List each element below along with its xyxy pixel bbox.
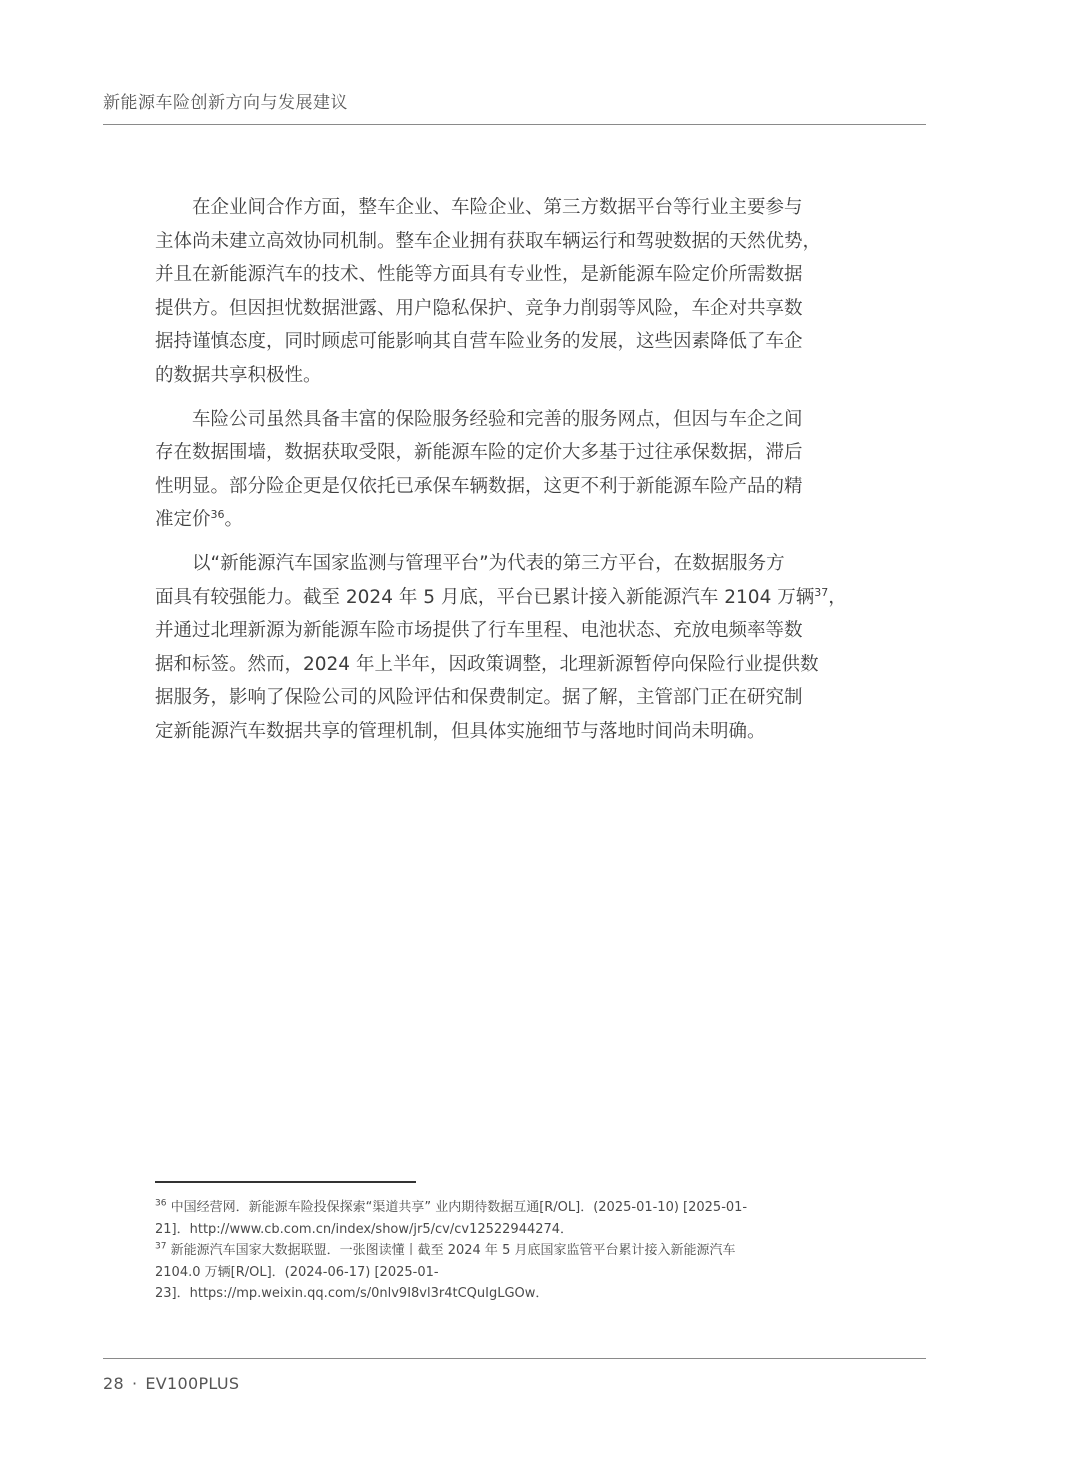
paragraph-text: ， — [828, 586, 847, 608]
footnote-text: 中国经营网．新能源车险投保探索“渠道共享” 业内期待数据互通[R/OL]．(2025-01-10) [2025-01- — [166, 1200, 748, 1215]
footnote-ref-37[interactable]: 37 — [814, 585, 829, 599]
footnote-link[interactable]: 21]．http://www.cb.com.cn/index/show/jr5/cv/cv12522944274． — [155, 1221, 574, 1237]
paragraph-1 — [155, 191, 827, 393]
paragraph-line: 车险公司虽然具备丰富的保险服务经验和完善的服务网点，但因与车企之间 — [192, 408, 803, 430]
footnote-divider — [155, 1181, 416, 1183]
paragraph-line: 定新能源汽车数据共享的管理机制，但具体实施细节与落地时间尚未明确。 — [155, 720, 766, 742]
paragraph-text: 面具有较强能力。截至 2024 年 5 月底，平台已累计接入新能源汽车 2104 万辆 — [155, 586, 815, 608]
footnote-text: 新能源汽车国家大数据联盟．一张图读懂丨截至 2024 年 5 月底国家监管平台累计接入新能源汽车 — [166, 1243, 736, 1258]
footnote-37 — [155, 1240, 827, 1305]
footer-divider — [103, 1358, 926, 1359]
paragraph-line-with-citation — [155, 503, 827, 537]
paragraph-text: 。 — [224, 509, 244, 531]
paragraph-line: 据服务，影响了保险公司的风险评估和保费制定。据了解，主管部门正在研究制 — [155, 687, 803, 709]
header-title: 新能源车险创新方向与发展建议 — [103, 93, 348, 113]
paragraph-line: 据和标签。然而，2024 年上半年，因政策调整，北理新源暂停向保险行业提供数 — [155, 653, 819, 675]
footnote-line: 2104.0 万辆[R/OL]．(2024-06-17) [2025-01- — [155, 1264, 439, 1280]
paragraph-line: 并通过北理新源为新能源车险市场提供了行车里程、电池状态、充放电频率等数 — [155, 620, 803, 642]
header-divider — [103, 124, 926, 125]
paragraph-line: 在企业间合作方面，整车企业、车险企业、第三方数据平台等行业主要参与 — [192, 197, 803, 218]
footnote-number: 37 — [155, 1241, 167, 1252]
footnote-number: 36 — [155, 1198, 167, 1209]
footnote-line — [155, 1197, 827, 1219]
paragraph-2 — [155, 403, 827, 537]
page-number: 28 — [103, 1374, 124, 1393]
paragraph-line: 存在数据围墙，数据获取受限，新能源车险的定价大多基于过往承保数据，滞后 — [155, 442, 803, 464]
paragraph-line: 主体尚未建立高效协同机制。整车企业拥有获取车辆运行和驾驶数据的天然优势， — [155, 230, 822, 252]
footer-separator: · — [131, 1374, 138, 1393]
paragraph-line: 以“新能源汽车国家监测与管理平台”为代表的第三方平台，在数据服务方 — [192, 552, 785, 574]
paragraph-line: 据持谨慎态度，同时顾虑可能影响其自营车险业务的发展，这些因素降低了车企 — [155, 331, 803, 353]
footer-brand: EV100PLUS — [145, 1374, 240, 1393]
paragraph-line: 提供方。但因担忧数据泄露、用户隐私保护、竞争力削弱等风险，车企对共享数 — [155, 297, 803, 319]
footnote-36 — [155, 1197, 827, 1240]
footnote-link[interactable]: 23]．https://mp.weixin.qq.com/s/0nlv9I8vl3r4tCQuIgLGOw． — [155, 1286, 549, 1301]
page-footer — [103, 1374, 239, 1393]
paragraph-text: 准定价 — [155, 509, 211, 531]
footnote-ref-36[interactable]: 36 — [210, 508, 225, 522]
paragraph-line-with-citation — [155, 581, 847, 615]
paragraph-line: 的数据共享积极性。 — [155, 364, 322, 386]
body-text — [155, 191, 847, 749]
paragraph-line: 性明显。部分险企更是仅依托已承保车辆数据，这更不利于新能源车险产品的精 — [155, 475, 803, 497]
footnotes — [155, 1197, 827, 1305]
paragraph-3 — [155, 547, 847, 749]
footnote-line — [155, 1240, 827, 1262]
paragraph-line: 并且在新能源汽车的技术、性能等方面具有专业性，是新能源车险定价所需数据 — [155, 264, 803, 286]
